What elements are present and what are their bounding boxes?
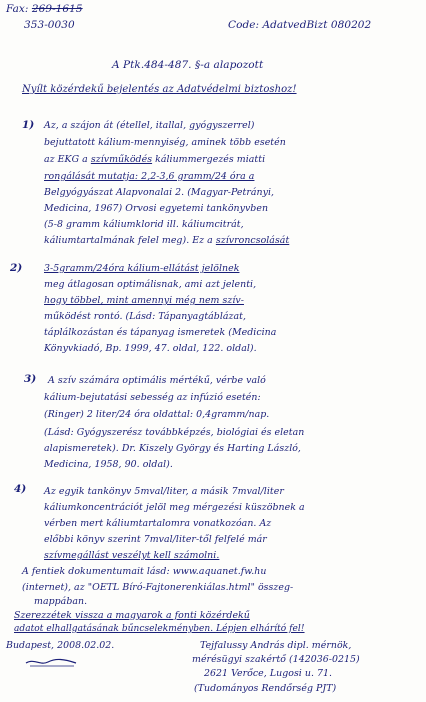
item-3-line-3: (Ringer) 2 liter/24 óra oldattal: 0,4gramm/nap. [44,409,270,420]
item-2-line-6: Könyvkiadó, Bp. 1999, 47. oldal, 122. oldal). [44,343,257,354]
item-2-line-2: meg átlagosan optimálisnak, ami azt jelenti, [44,279,257,290]
item-1-line-7: (5-8 gramm káliumklorid ill. káliumcitrát, [44,219,244,230]
closing-line-3: mappában. [34,596,88,607]
item-3-line-1: A szív számára optimális mértékű, vérbe való [48,375,266,386]
closing-line-2: (internet), az "OETL Bíró-Fajtonerenkiálas.html" összeg- [22,582,294,593]
item-1-line-2: bejuttatott kálium-mennyiség, aminek több esetén [44,137,286,148]
item-2-number: 2) [10,262,23,274]
item-2-line-4: működést rontó. (Lásd: Tápanyagtáblázat, [44,311,247,322]
closing-line-5: adatot elhallgatásának bűncselekményben. Lépjen elhárító fel! [14,624,305,634]
item-1-line-3 [44,154,265,165]
item-2-line-5: táplálkozástan és tápanyag ismeretek (Medicina [44,327,277,338]
fax-new-number: 353-0030 [24,19,75,31]
title-line-2: Nyílt közérdekű bejelentés az Adatvédelmi biztoshoz! [22,84,297,95]
title-line-1: A Ptk.484-487. §-a alapozott [112,59,264,71]
fax-label: Fax: [6,3,29,15]
item-1-line-4: rongálását mutatja: 2,2-3,6 gramm/24 óra a [44,171,255,182]
item-4-line-4: előbbi könyv szerint 7mval/liter-től felfelé már [44,534,267,545]
item-4-line-5: szívmegállást veszélyt kell számolni. [44,550,220,561]
item-1-line-8 [44,235,289,246]
item-4-line-1: Az egyik tankönyv 5mval/liter, a másik 7mval/liter [44,486,284,497]
closing-line-4: Szerezzétek vissza a magyarok a fonti közérdekű [14,610,250,621]
item-2-line-1: 3-5gramm/24óra kálium-ellátást jelölnek [44,263,240,274]
signature-line-3: 2621 Verőce, Lugosi u. 71. [204,668,333,679]
item-3-line-2: kálium-bejutatási sebesség az infúzió esetén: [44,392,261,403]
item-4-line-2: káliumkoncentrációt jelöl meg mérgezési küszöbnek a [44,502,305,513]
item-4-line-3: vérben mert káliumtartalomra vonatkozóan. Az [44,518,272,529]
item-1-line-3-end: káliummergezés miatti [155,154,266,165]
item-1-line-6: Medicina, 1967) Orvosi egyetemi tankönyvben [44,203,269,214]
item-1-line-5: Belgyógyászat Alapvonalai 2. (Magyar-Petrányi, [44,187,275,198]
item-3-line-6: Medicina, 1958, 90. oldal). [44,459,173,470]
item-3-line-5: alapismeretek). Dr. Kiszely György és Harting László, [44,443,301,454]
signature-scribble-icon [24,656,84,668]
code-line: Code: AdatvedBizt 080202 [228,19,372,31]
item-1-number: 1) [22,119,35,131]
fax-line [6,4,83,15]
item-1-underline-szivmukodes: szívműködés [90,154,153,165]
fax-old-number: 269-1615 [31,3,83,15]
item-4-number: 4) [14,483,27,495]
item-1-line-3-start: az EKG a [44,154,88,165]
signature-line-2: mérésügyi szakértő (142036-0215) [192,654,360,665]
closing-line-1: A fentiek dokumentumait lásd: www.aquanet.fw.hu [22,566,267,577]
item-3-number: 3) [24,373,37,385]
signature-line-1: Tejfalussy András dipl. mérnök, [200,640,352,651]
item-1-line-1: Az, a szájon át (étellel, itallal, gyógyszerrel) [44,120,255,131]
item-1-underline-szivrontas: szívroncsolását [215,235,290,246]
date-line: Budapest, 2008.02.02. [6,640,115,651]
signature-line-4: (Tudományos Rendőrség PJT) [194,683,337,694]
item-2-line-3: hogy többel, mint amennyi még nem szív- [44,295,244,306]
item-1-line-8-start: káliumtartalmának felel meg). Ez a [44,235,213,246]
item-3-line-4: (Lásd: Gyógyszerész továbbképzés, biológiai és eletan [44,427,305,438]
